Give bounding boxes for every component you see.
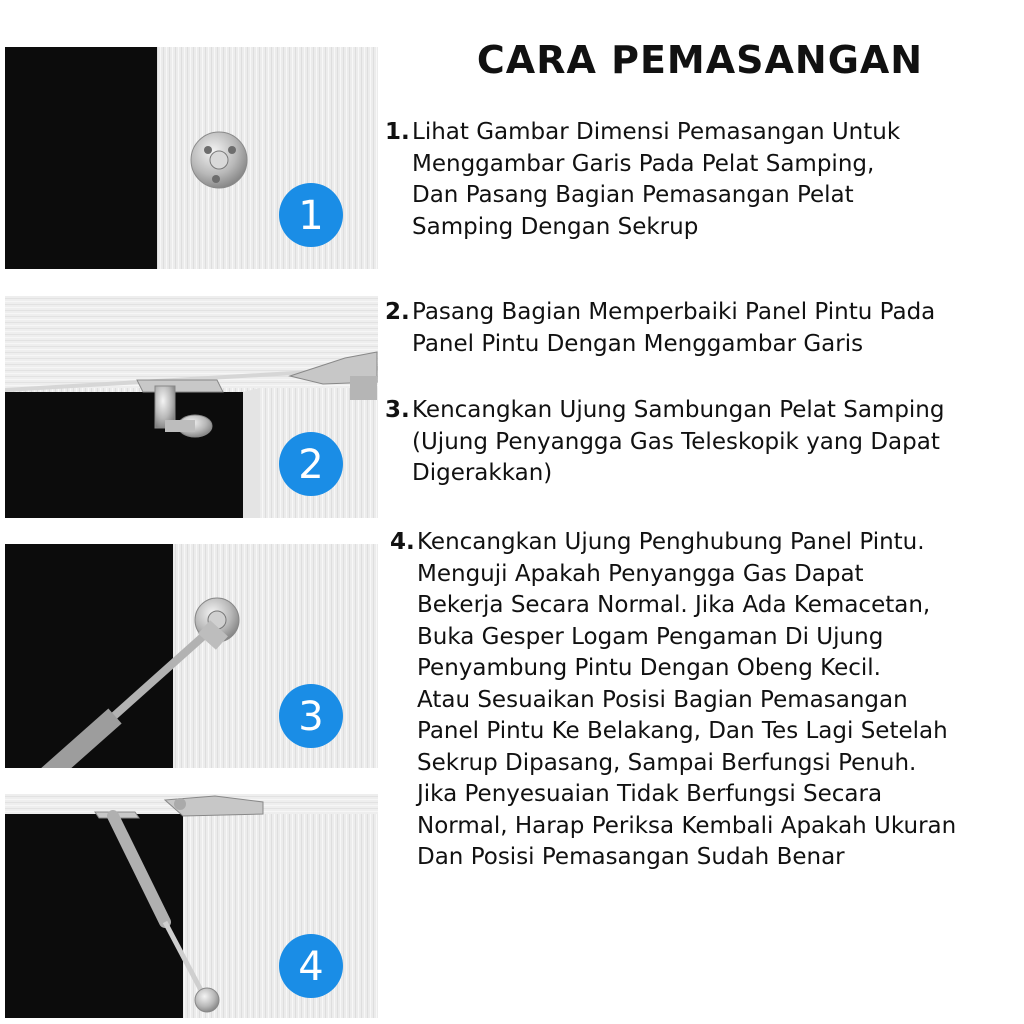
black-panel [5, 392, 243, 518]
step-badge-3 [279, 684, 343, 748]
instruction-step-4 [390, 527, 1024, 874]
page-title: CARA PEMASANGAN [476, 38, 924, 82]
step-text: Lihat Gambar Dimensi Pemasangan Untuk Menggambar Garis Pada Pelat Samping, Dan Pasang Bagian Pemasangan Pelat Samping Dengan Sekrup [412, 119, 901, 240]
step-text: Kencangkan Ujung Penghubung Panel Pintu. Menguji Apakah Penyangga Gas Dapat Bekerja Secara Normal. Jika Ada Kemacetan, Buka Gesper Logam Pengaman Di Ujung Penyambung Pintu Dengan Obeng Kecil. Atau Sesuaikan Posisi Bagian Pemasangan Panel Pintu Ke Belakang, Dan Tes Lagi Setelah Sekrup Dipasang, Sampai Berfungsi Penuh. Jika Penyesuaian Tidak Berfungsi Secara Normal, Harap Periksa Kembali Apakah Ukuran Dan Posisi Pemasangan Sudah Benar [417, 529, 957, 870]
step-3-photo [5, 544, 378, 768]
badge-number: 3 [298, 694, 324, 740]
step-1-photo [5, 47, 378, 269]
step-number: 2. [385, 299, 410, 325]
step-number: 4. [390, 529, 415, 555]
step-text: Pasang Bagian Memperbaiki Panel Pintu Pada Panel Pintu Dengan Menggambar Garis [412, 299, 936, 357]
side-plate-bracket [191, 132, 247, 188]
step-badge-1 [279, 183, 343, 247]
badge-number: 2 [298, 442, 324, 488]
badge-number: 4 [298, 944, 324, 990]
step-2-photo [5, 296, 378, 518]
instruction-step-2 [385, 297, 1020, 360]
black-panel [5, 47, 157, 269]
step-number: 3. [385, 397, 410, 423]
step-badge-4 [279, 934, 343, 998]
step-text: Kencangkan Ujung Sambungan Pelat Samping (Ujung Penyangga Gas Teleskopik yang Dapat Digerakkan) [412, 397, 945, 486]
step-number: 1. [385, 119, 410, 145]
step-4-photo [5, 794, 378, 1018]
instruction-step-1 [385, 117, 1020, 243]
badge-number: 1 [298, 193, 324, 239]
instruction-step-3 [385, 395, 1020, 490]
step-badge-2 [279, 432, 343, 496]
